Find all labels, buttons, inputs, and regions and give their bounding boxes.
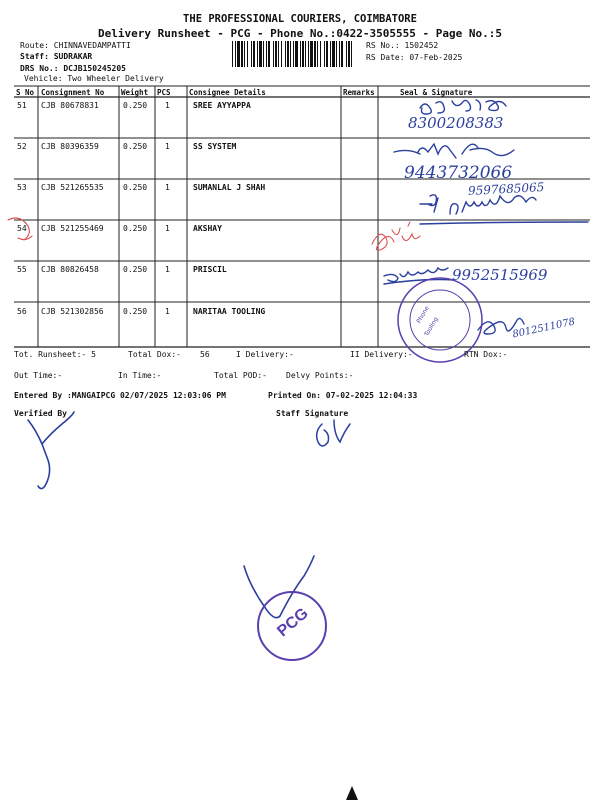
row-sno: 52 (17, 142, 27, 151)
staff-label: Staff: SUDRAKAR (20, 52, 93, 61)
signature-row53 (420, 195, 588, 224)
row-consignment: CJB 80826458 (41, 265, 99, 274)
red-ink-marks (8, 218, 420, 250)
total-runsheet: Tot. Runsheet:- 5 (14, 350, 96, 359)
rtn-dox-label: RTN Dox:- (464, 350, 508, 359)
rs-number: RS No.: 1502452 (366, 41, 439, 50)
row-consignee: PRISCIL (193, 265, 227, 274)
red-signature-row54 (372, 222, 420, 250)
col-sno: S No (16, 88, 35, 97)
row-consignee: AKSHAY (193, 224, 222, 233)
row-consignment: CJB 521255469 (41, 224, 104, 233)
drs-number: DRS No.: DCJB150245205 (20, 64, 126, 73)
col-consignee-details: Consignee Details (189, 88, 266, 97)
staff-signature-mark (317, 420, 350, 446)
row-sno: 53 (17, 183, 27, 192)
row-weight: 0.250 (123, 224, 148, 233)
handwritten-phone: 8012511078 (511, 316, 577, 341)
row-consignee: NARITAA TOOLING (193, 307, 266, 316)
signature-row51 (420, 100, 506, 114)
staff-signature-label: Staff Signature (276, 409, 349, 418)
total-dox-value: 56 (200, 350, 210, 359)
delvy-points-label: Delvy Points:- (286, 371, 354, 380)
handwritten-phone: 8300208383 (408, 114, 504, 132)
row-consignment: CJB 521302856 (41, 307, 104, 316)
vehicle-label: Vehicle: Two Wheeler Delivery (24, 74, 164, 83)
route-label: Route: CHINNAVEDAMPATTI (20, 41, 131, 50)
row-weight: 0.250 (123, 183, 148, 192)
row-consignment: CJB 80678831 (41, 101, 99, 110)
row-sno: 55 (17, 265, 27, 274)
row-consignment: CJB 80396359 (41, 142, 99, 151)
i-delivery-label: I Delivery:- (236, 350, 294, 359)
in-time-label: In Time:- (118, 371, 162, 380)
rs-date: RS Date: 07-Feb-2025 (366, 53, 463, 62)
svg-text:Tooling: Tooling (423, 316, 440, 338)
row-sno: 51 (17, 101, 27, 110)
signature-row56 (478, 318, 524, 334)
out-time-label: Out Time:- (14, 371, 63, 380)
row-pcs: 1 (165, 307, 170, 316)
company-title: THE PROFESSIONAL COURIERS, COIMBATORE (183, 13, 417, 25)
col-weight: Weight (121, 88, 149, 97)
row-weight: 0.250 (123, 142, 148, 151)
row-pcs: 1 (165, 142, 170, 151)
svg-text:Phone: Phone (415, 305, 431, 325)
entered-by: Entered By :MANGAIPCG 02/07/2025 12:03:06 PM (14, 391, 226, 400)
row-pcs: 1 (165, 265, 170, 274)
row-sno: 56 (17, 307, 27, 316)
verified-signature (28, 412, 74, 489)
row-sno: 54 (17, 224, 27, 233)
handwritten-phone: 9597685065 (467, 180, 545, 198)
row-weight: 0.250 (123, 265, 148, 274)
signature-row52 (394, 144, 514, 158)
red-check-mark (8, 218, 32, 240)
ii-delivery-label: II Delivery:- (350, 350, 413, 359)
row-pcs: 1 (165, 101, 170, 110)
verified-by-label: Verified By (14, 409, 67, 418)
row-consignee: SUMANLAL J SHAH (193, 183, 266, 192)
runsheet-subtitle: Delivery Runsheet - PCG - Phone No.:0422-3505555 - Page No.:5 (98, 27, 502, 40)
col-consignment-no: Consignment No (41, 88, 105, 97)
row-consignee: SREE AYYAPPA (193, 101, 251, 110)
col-remarks: Remarks (343, 88, 375, 97)
total-pod-label: Total POD:- (214, 371, 267, 380)
signature-row55 (384, 268, 454, 284)
pcg-stamp-text: PCG (274, 604, 312, 641)
handwritten-phone: 9443732066 (404, 163, 513, 183)
row-weight: 0.250 (123, 101, 148, 110)
col-pcs: PCS (157, 88, 171, 97)
row-weight: 0.250 (123, 307, 148, 316)
handwritten-phone: 9952515969 (452, 266, 548, 284)
total-dox-label: Total Dox:- (128, 350, 181, 359)
row-pcs: 1 (165, 183, 170, 192)
corner-mark (346, 786, 358, 800)
col-seal-signature: Seal & Signature (400, 88, 473, 97)
printed-on: Printed On: 07-02-2025 12:04:33 (268, 391, 418, 400)
row-pcs: 1 (165, 224, 170, 233)
row-consignment: CJB 521265535 (41, 183, 104, 192)
row-consignee: SS SYSTEM (193, 142, 237, 151)
